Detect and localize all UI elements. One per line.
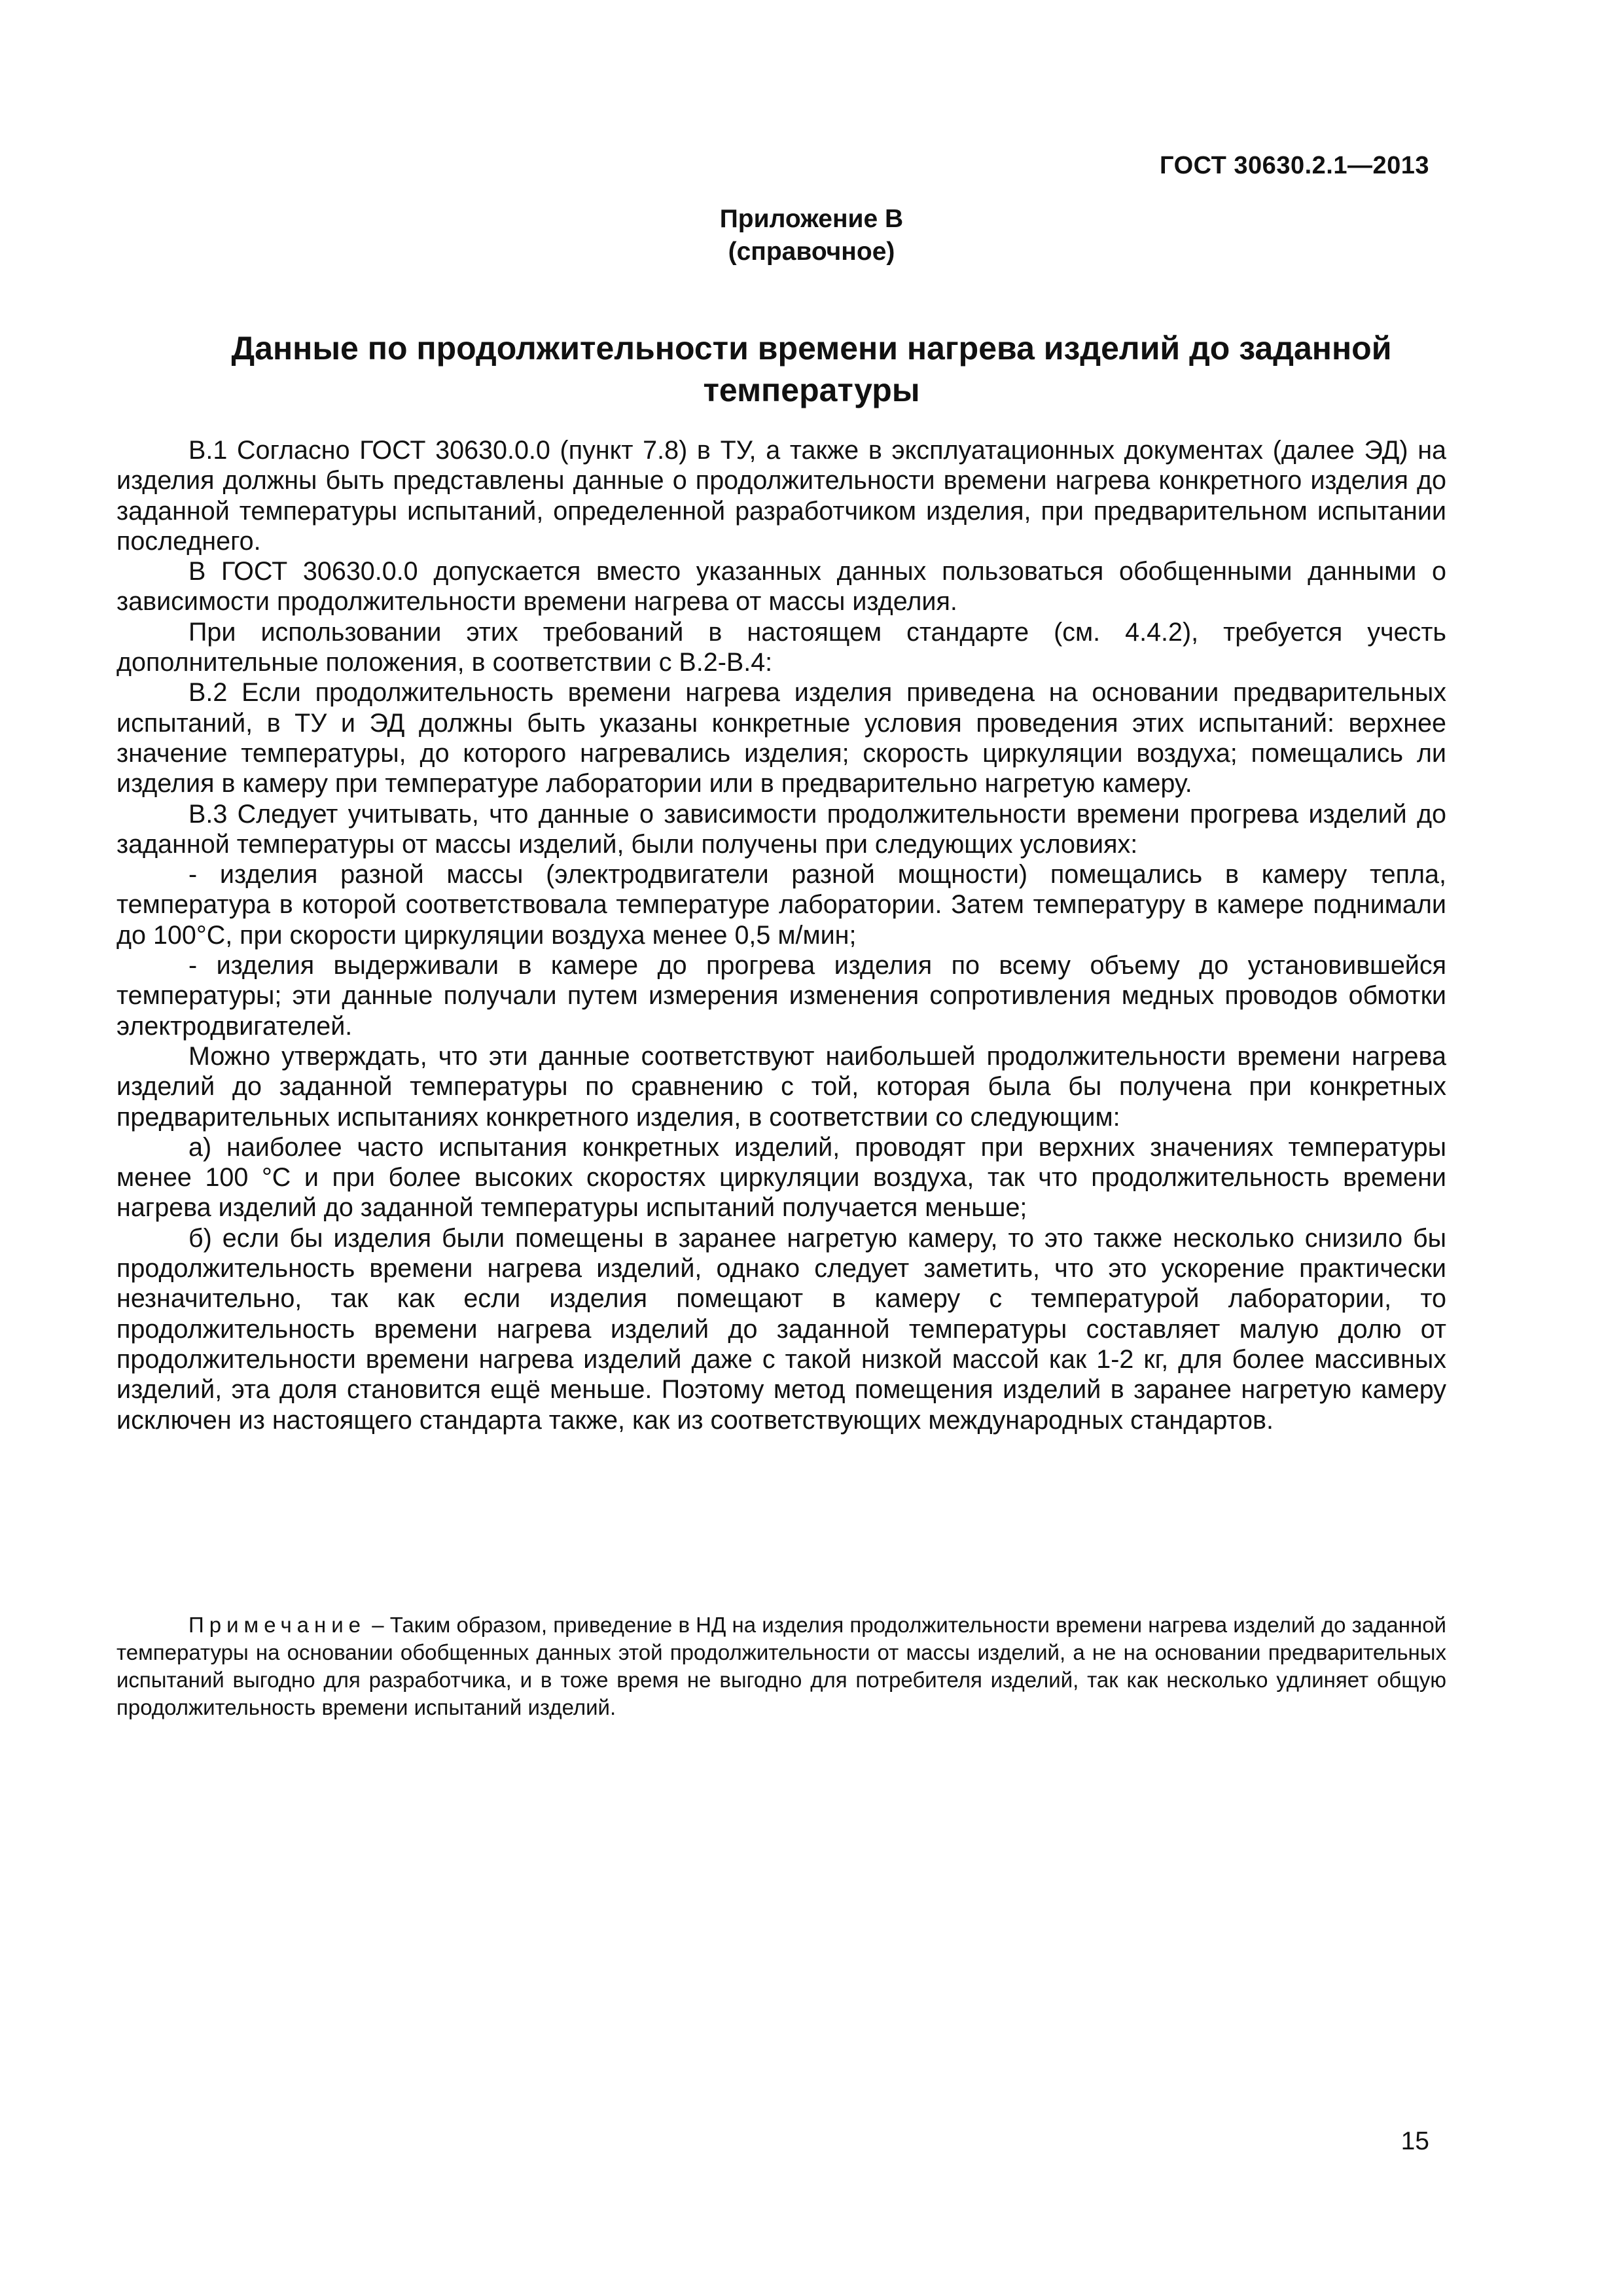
- paragraph: В ГОСТ 30630.0.0 допускается вместо указанных данных пользоваться обобщенными данными о зависимости продолжительности времени нагрева от массы изделия.: [116, 557, 1446, 617]
- section-title: Данные по продолжительности времени нагрева изделий до заданной температуры: [231, 330, 1392, 408]
- page-number: 15: [1400, 2127, 1429, 2155]
- appendix-title: Приложение В: [719, 205, 904, 233]
- paragraph: б) если бы изделия были помещены в заранее нагретую камеру, то это также несколько снизило бы продолжительность времени нагрева изделий, однако следует заметить, что это ускорение практически незначительно, так как если изделия помещают в камеру с температурой лаборатории, то продолжительность времени нагрева изделий до заданной температуры составляет малую долю от продолжительности времени нагрева изделий даже с такой низкой массой как 1-2 кг, для более массивных изделий, эта доля становится ещё меньше. Поэтому метод помещения изделий в заранее нагретую камеру исключен из настоящего стандарта также, как из соответствующих международных стандартов.: [116, 1223, 1446, 1435]
- note-text: – Таким образом, приведение в НД на изделия продолжительности времени нагрева изделий до заданной температуры на основании обобщенных данных этой продолжительности от массы изделий, а не на основании предварительных испытаний выгодно для разработчика, и в тоже время не выгодно для потребителя изделий, так как несколько удлиняет общую продолжительность времени испытаний изделий.: [116, 1613, 1446, 1719]
- appendix-heading: [0, 203, 1623, 268]
- page-header-standard: ГОСТ 30630.2.1—2013: [1160, 152, 1429, 179]
- appendix-kind: (справочное): [728, 238, 895, 266]
- body-text: [116, 435, 1446, 1435]
- paragraph: - изделия выдерживали в камере до прогрева изделия по всему объему до установившейся температуры; эти данные получали путем измерения изменения сопротивления медных проводов обмотки электродвигателей.: [116, 951, 1446, 1041]
- paragraph: Можно утверждать, что эти данные соответствуют наибольшей продолжительности времени нагрева изделий до заданной температуры по сравнению с той, которая была бы получена при конкретных предварительных испытаниях конкретного изделия, в соответствии со следующим:: [116, 1041, 1446, 1132]
- paragraph: а) наиболее часто испытания конкретных изделий, проводят при верхних значениях температуры менее 100 °С и при более высоких скоростях циркуляции воздуха, так что продолжительность времени нагрева изделий до заданной температуры испытаний получается меньше;: [116, 1132, 1446, 1223]
- paragraph: В.3 Следует учитывать, что данные о зависимости продолжительности времени прогрева изделий до заданной температуры от массы изделий, были получены при следующих условиях:: [116, 799, 1446, 859]
- paragraph: В.2 Если продолжительность времени нагрева изделия приведена на основании предварительных испытаний, в ТУ и ЭД должны быть указаны конкретные условия проведения этих испытаний: верхнее значение температуры, до которого нагревались изделия; скорость циркуляции воздуха; помещались ли изделия в камеру при температуре лаборатории или в предварительно нагретую камеру.: [116, 678, 1446, 798]
- paragraph: - изделия разной массы (электродвигатели разной мощности) помещались в камеру тепла, температура в которой соответствовала температуре лаборатории. Затем температуру в камере поднимали до 100°С, при скорости циркуляции воздуха менее 0,5 м/мин;: [116, 860, 1446, 950]
- paragraph: В.1 Согласно ГОСТ 30630.0.0 (пункт 7.8) в ТУ, а также в эксплуатационных документах (далее ЭД) на изделия должны быть представлены данные о продолжительности времени нагрева конкретного изделия до заданной температуры испытаний, определенной разработчиком изделия, при предварительном испытании последнего.: [116, 436, 1446, 556]
- note-label: Примечание: [188, 1613, 366, 1637]
- paragraph: При использовании этих требований в настоящем стандарте (см. 4.4.2), требуется учесть дополнительные положения, в соответствии с В.2-В.4:: [116, 617, 1446, 677]
- note: [116, 1611, 1446, 1721]
